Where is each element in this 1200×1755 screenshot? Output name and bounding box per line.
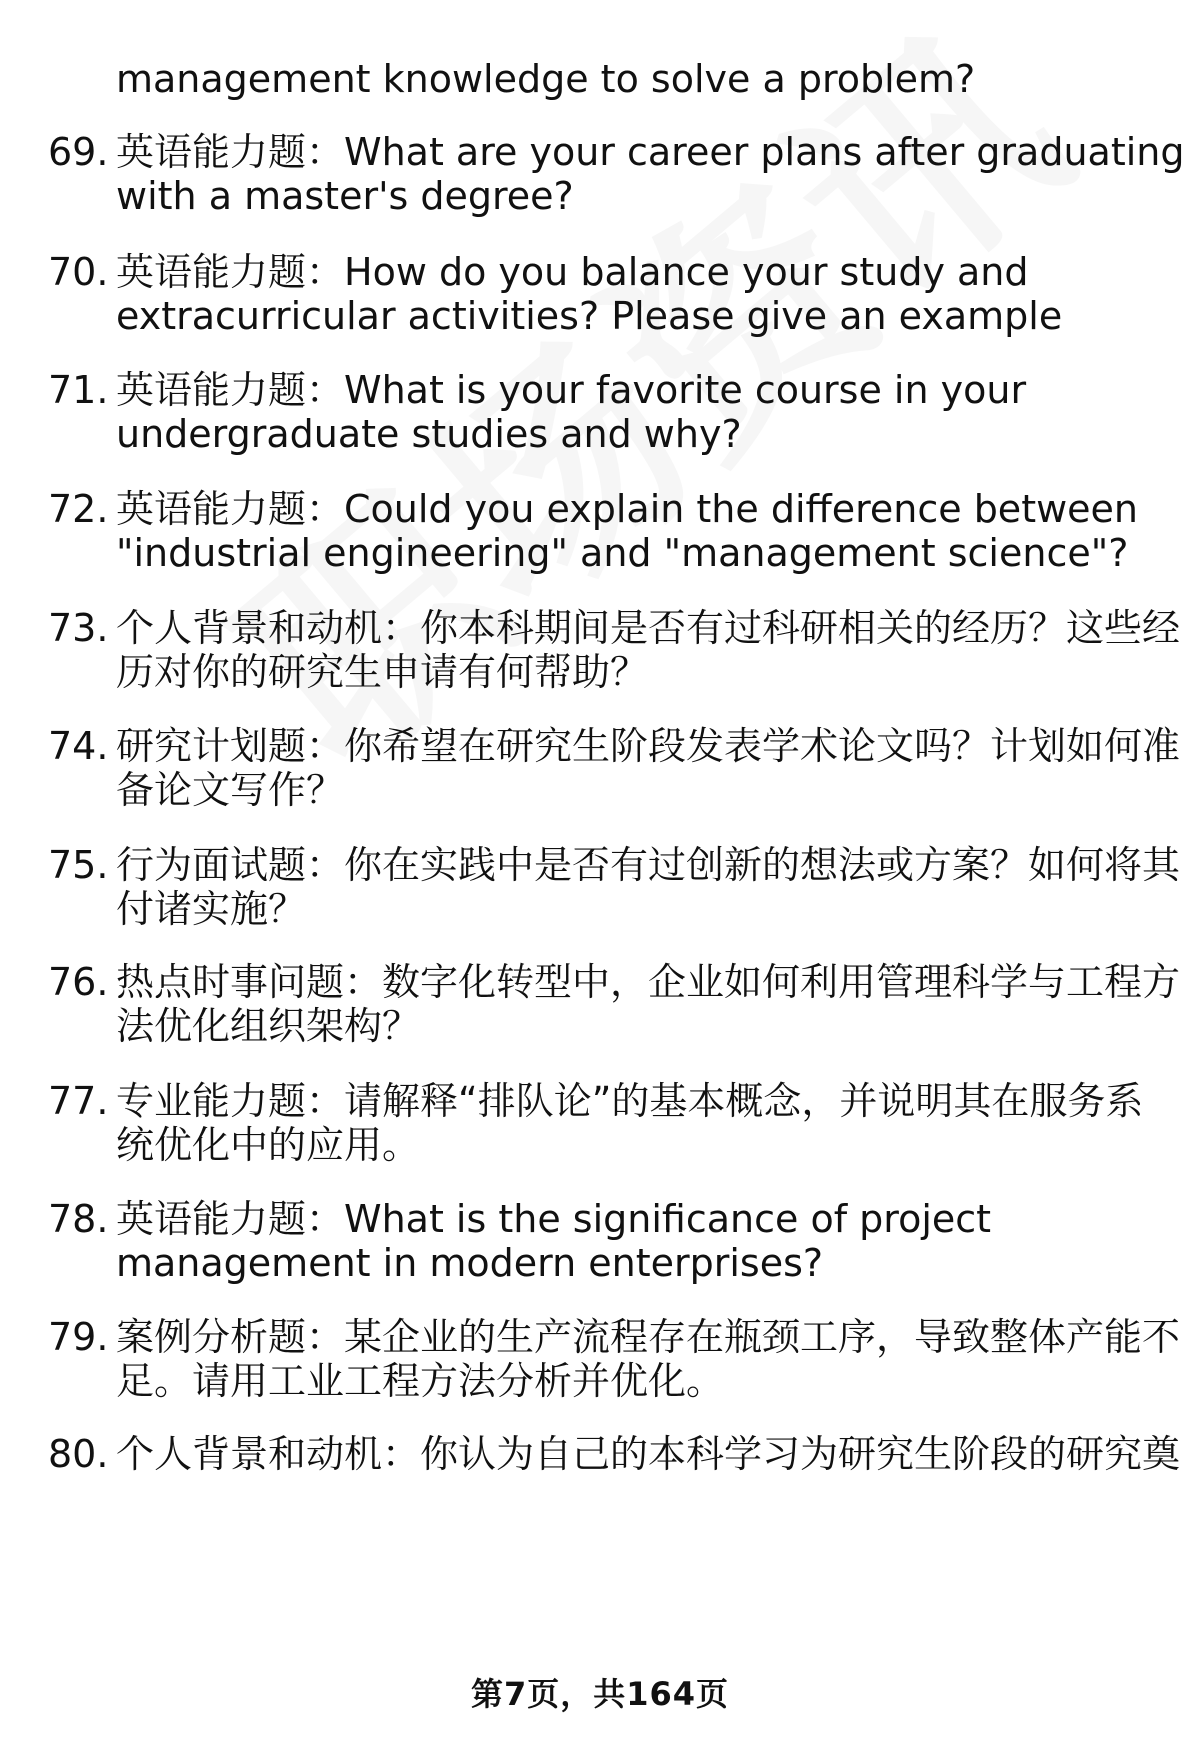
question-text-line: 专业能力题：请解释“排队论”的基本概念，并说明其在服务系 — [116, 1079, 1144, 1123]
question-text-line: 足。请用工业工程方法分析并优化。 — [116, 1359, 725, 1403]
question-number: 74. — [48, 724, 109, 768]
question-number: 76. — [48, 960, 109, 1004]
question-text-line: 案例分析题：某企业的生产流程存在瓶颈工序，导致整体产能不 — [116, 1315, 1181, 1359]
question-text-line: management knowledge to solve a problem? — [116, 57, 976, 101]
question-text-line: 法优化组织架构？ — [116, 1004, 421, 1048]
question-text-line: 英语能力题：What is your favorite course in your — [116, 368, 1027, 412]
question-number: 79. — [48, 1315, 109, 1359]
question-number: 80. — [48, 1432, 109, 1476]
question-number: 78. — [48, 1197, 109, 1241]
question-text-line: 历对你的研究生申请有何帮助？ — [116, 650, 649, 694]
question-number: 69. — [48, 130, 109, 174]
question-text-line: 英语能力题：Could you explain the difference between — [116, 487, 1139, 531]
question-text-line: 个人背景和动机：你本科期间是否有过科研相关的经历？这些经 — [116, 606, 1181, 650]
question-text-line: undergraduate studies and why? — [116, 412, 742, 456]
question-number: 73. — [48, 606, 109, 650]
question-text-line: 个人背景和动机：你认为自己的本科学习为研究生阶段的研究奠 — [116, 1432, 1181, 1476]
question-number: 70. — [48, 250, 109, 294]
question-number: 77. — [48, 1079, 109, 1123]
question-text-line: with a master's degree? — [116, 174, 574, 218]
question-text-line: 备论文写作？ — [116, 768, 345, 812]
question-text-line: 英语能力题：What is the significance of project — [116, 1197, 992, 1241]
question-text-line: 热点时事问题：数字化转型中，企业如何利用管理科学与工程方 — [116, 960, 1181, 1004]
question-number: 75. — [48, 843, 109, 887]
question-text-line: "industrial engineering" and "management science"? — [116, 531, 1129, 575]
question-text-line: 行为面试题：你在实践中是否有过创新的想法或方案？如何将其 — [116, 843, 1181, 887]
question-text-line: management in modern enterprises? — [116, 1241, 824, 1285]
question-number: 72. — [48, 487, 109, 531]
question-text-line: 统优化中的应用。 — [116, 1123, 421, 1167]
question-text-line: extracurricular activities? Please give an example — [116, 294, 1063, 338]
question-text-line: 研究计划题：你希望在研究生阶段发表学术论文吗？计划如何准 — [116, 724, 1181, 768]
question-text-line: 英语能力题：How do you balance your study and — [116, 250, 1029, 294]
page-footer: 第7页，共164页 — [470, 1675, 730, 1713]
question-text-line: 英语能力题：What are your career plans after graduating — [116, 130, 1185, 174]
question-number: 71. — [48, 368, 109, 412]
question-text-line: 付诸实施？ — [116, 887, 307, 931]
